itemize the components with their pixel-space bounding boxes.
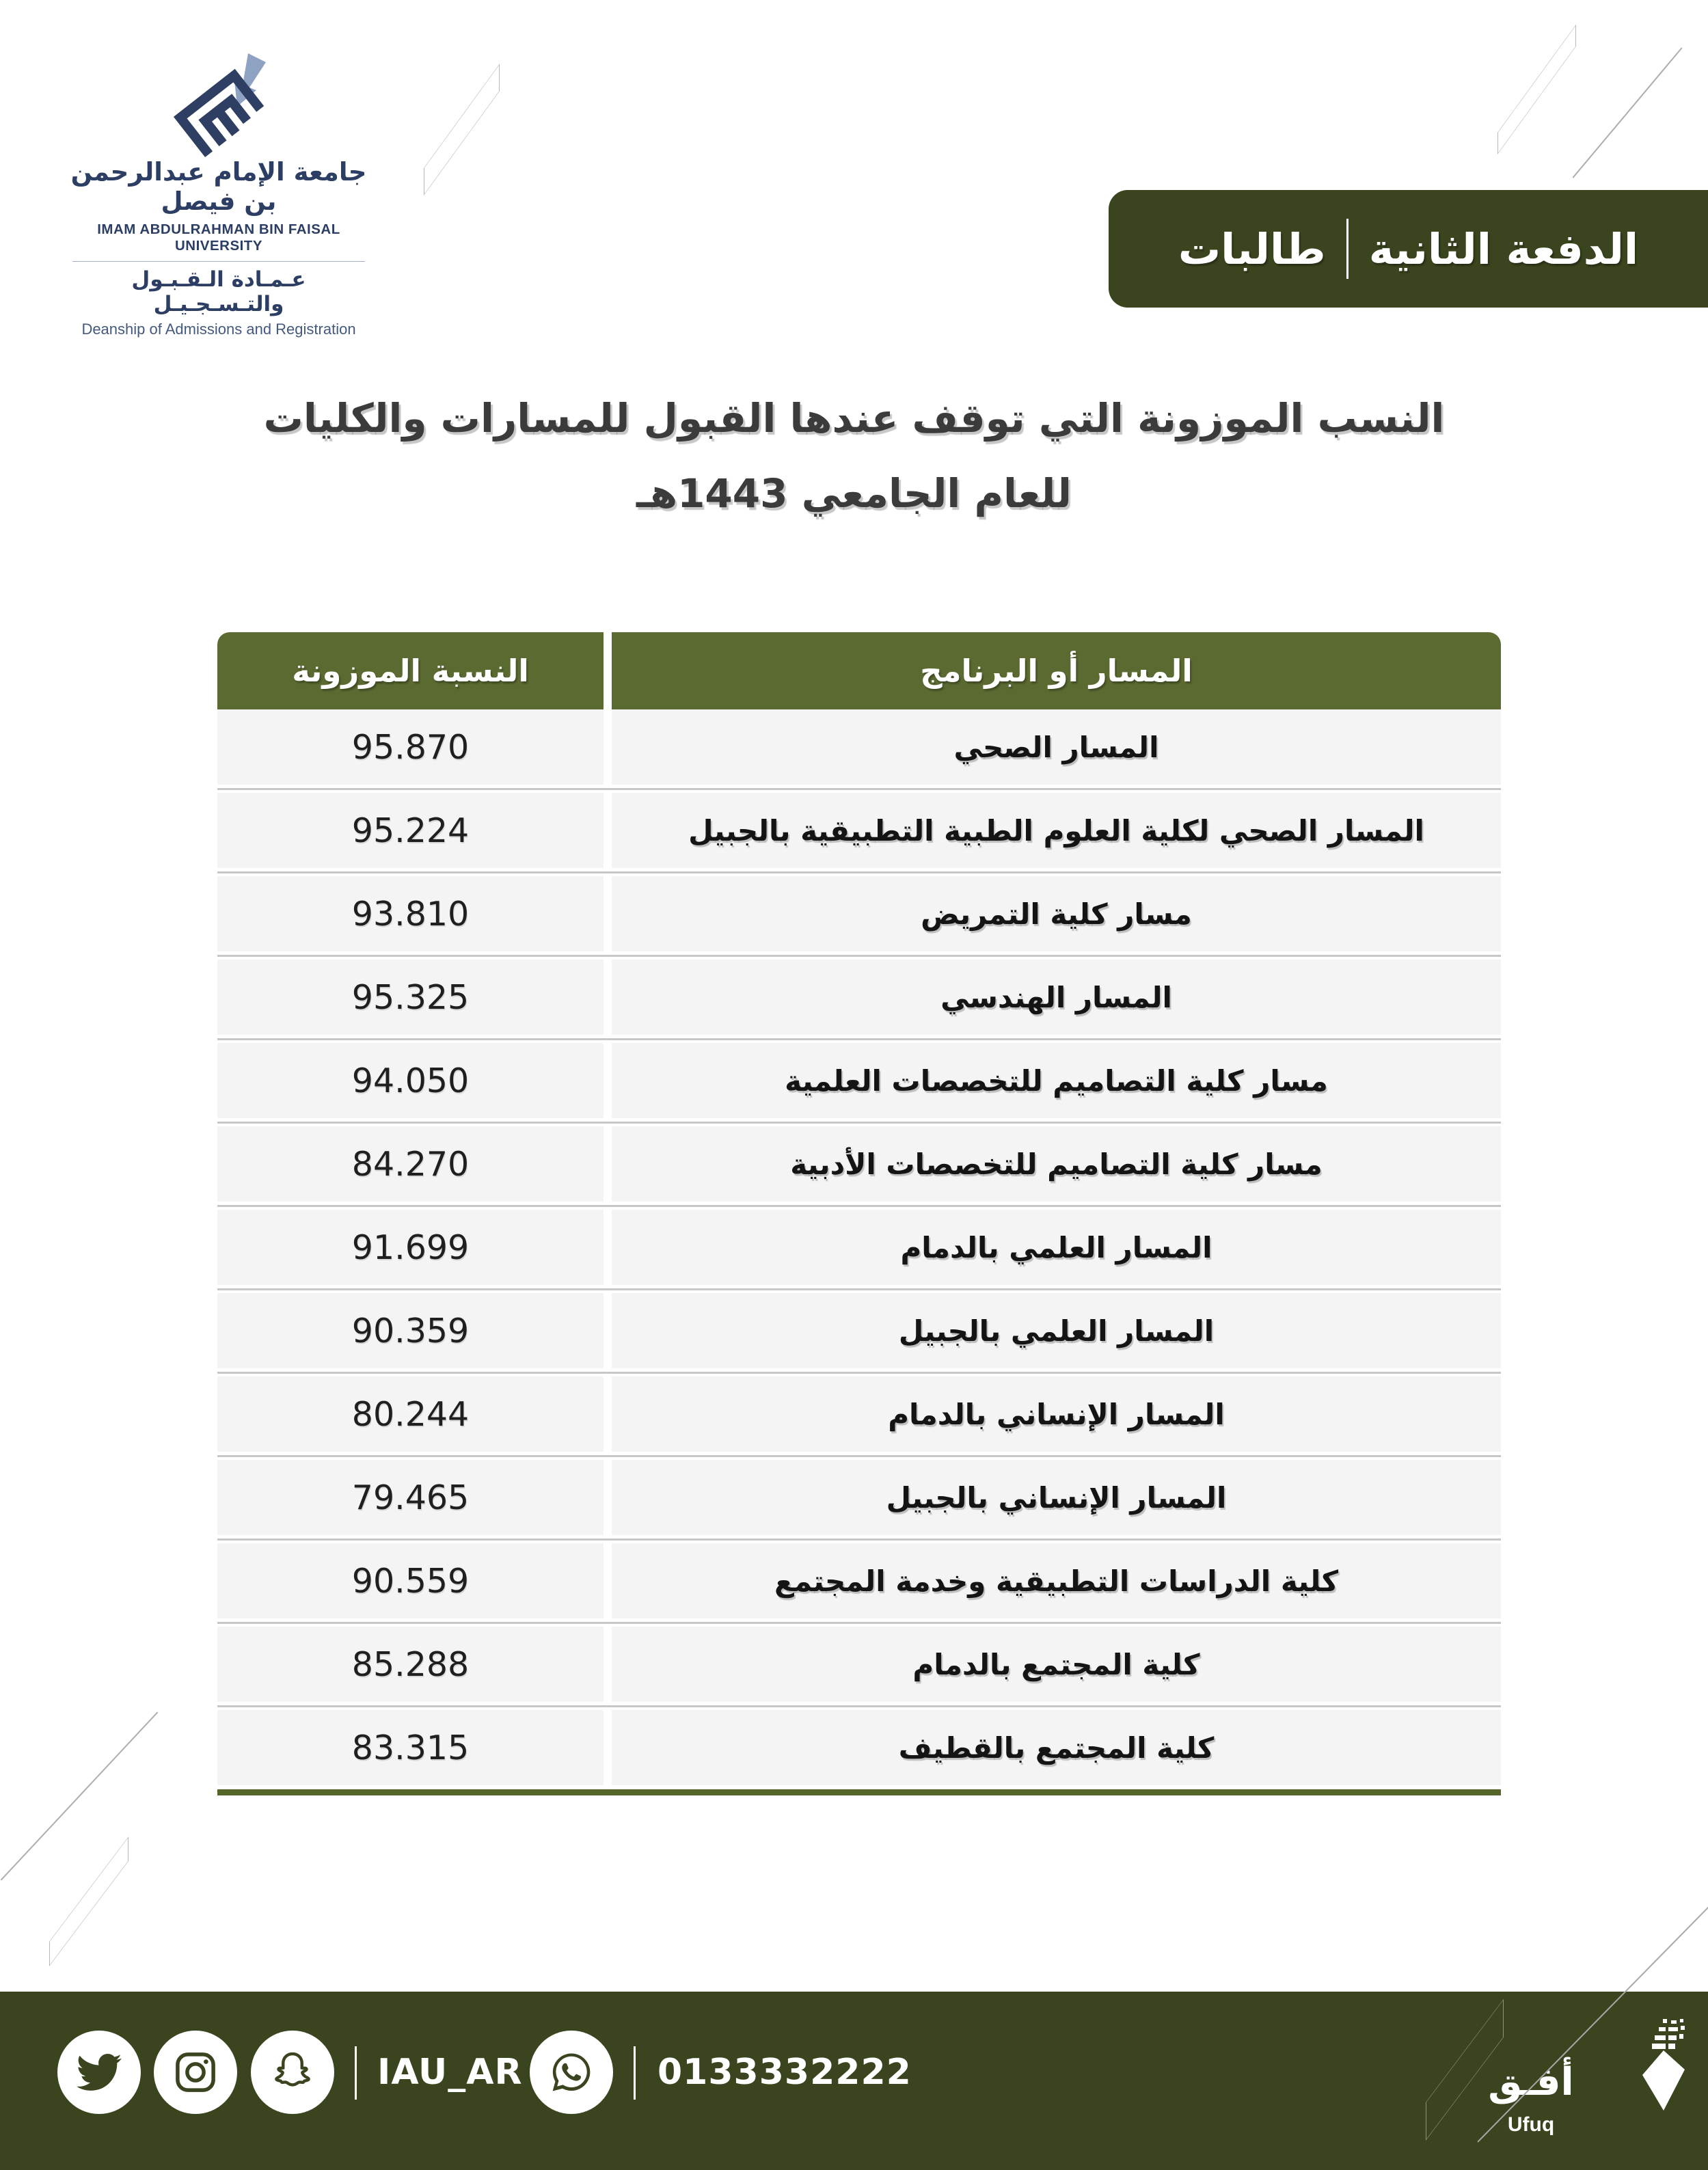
footer-divider-2 [634, 2046, 636, 2100]
row-separator [217, 1452, 1501, 1460]
university-logo [68, 48, 369, 338]
audience-label: طالبات [1178, 223, 1326, 274]
page-title [0, 395, 1708, 517]
table-row [217, 1043, 1501, 1118]
weighted-percentage-cell: 85.288 [217, 1627, 604, 1702]
column-gap [604, 1376, 612, 1452]
batch-banner [1109, 190, 1708, 308]
table-body [217, 709, 1501, 1785]
column-header-program: المسار أو البرنامج [612, 632, 1501, 709]
column-gap [604, 1460, 612, 1535]
snapchat-icon [251, 2031, 334, 2114]
weighted-percentage-cell: 93.810 [217, 876, 604, 951]
row-separator [217, 868, 1501, 876]
batch-label: الدفعة الثانية [1368, 223, 1639, 274]
column-gap [604, 960, 612, 1035]
program-cell: المسار العلمي بالجبيل [612, 1293, 1501, 1368]
column-gap [604, 1293, 612, 1368]
row-separator [217, 1702, 1501, 1710]
ufuq-brand-english: Ufuq [1507, 2113, 1555, 2136]
weighted-percentage-cell: 84.270 [217, 1126, 604, 1202]
row-separator [217, 951, 1501, 960]
row-separator [217, 1202, 1501, 1210]
row-separator [217, 1285, 1501, 1293]
decor-parallelogram-bottom-left [49, 1836, 128, 1966]
weighted-percentage-cell: 90.359 [217, 1293, 604, 1368]
column-gap [604, 1710, 612, 1785]
table-row [217, 1543, 1501, 1618]
table-row [217, 793, 1501, 868]
phone-number: 0133332222 [658, 2052, 912, 2093]
program-cell: المسار الإنساني بالدمام [612, 1376, 1501, 1452]
logo-divider [72, 261, 365, 262]
banner-separator [1346, 219, 1348, 279]
program-cell: مسار كلية التمريض [612, 876, 1501, 951]
weighted-percentage-cell: 90.559 [217, 1543, 604, 1618]
program-cell: المسار العلمي بالدمام [612, 1210, 1501, 1285]
decor-diagonal-line-top-right [1573, 47, 1683, 178]
table-row [217, 876, 1501, 951]
program-cell: كلية المجتمع بالقطيف [612, 1710, 1501, 1785]
university-name-english: IMAM ABDULRAHMAN BIN FAISAL UNIVERSITY [97, 221, 340, 254]
row-separator [217, 785, 1501, 793]
program-cell: المسار الإنساني بالجبيل [612, 1460, 1501, 1535]
table-bottom-border [217, 1789, 1501, 1795]
row-separator [217, 1618, 1501, 1627]
whatsapp-icon [530, 2031, 613, 2114]
column-gap [604, 1543, 612, 1618]
twitter-icon [57, 2031, 141, 2114]
weighted-percentage-cell: 79.465 [217, 1460, 604, 1535]
admissions-table [217, 632, 1501, 1795]
row-separator [217, 1368, 1501, 1376]
program-cell: المسار الصحي لكلية العلوم الطبية التطبيقية بالجبيل [612, 793, 1501, 868]
weighted-percentage-cell: 83.315 [217, 1710, 604, 1785]
weighted-percentage-cell: 91.699 [217, 1210, 604, 1285]
table-row [217, 960, 1501, 1035]
row-separator [217, 1535, 1501, 1543]
column-header-weighted-percentage: النسبة الموزونة [217, 632, 604, 709]
decor-parallelogram-top-left [424, 64, 500, 195]
social-handle: IAU_AR [377, 2052, 523, 2093]
table-row [217, 1210, 1501, 1285]
deanship-name-arabic: عـمـادة الـقـبـول والتـسـجـيـل [131, 267, 306, 316]
table-row [217, 1710, 1501, 1785]
row-separator [217, 1035, 1501, 1043]
title-line2: للعام الجامعي 1443هـ [636, 470, 1072, 517]
deanship-name-english: Deanship of Admissions and Registration [81, 321, 356, 338]
decor-diagonal-line-bottom-left [1, 1711, 159, 1880]
footer-divider-1 [355, 2046, 357, 2100]
table-row [217, 1460, 1501, 1535]
column-gap [604, 632, 612, 709]
row-separator [217, 1118, 1501, 1126]
column-gap [604, 1043, 612, 1118]
column-gap [604, 1126, 612, 1202]
program-cell: مسار كلية التصاميم للتخصصات العلمية [612, 1043, 1501, 1118]
table-row [217, 1376, 1501, 1452]
university-name-arabic: جامعة الإمام عبدالرحمن بن فيصل [70, 157, 367, 216]
program-cell: كلية الدراسات التطبيقية وخدمة المجتمع [612, 1543, 1501, 1618]
weighted-percentage-cell: 80.244 [217, 1376, 604, 1452]
table-row [217, 1126, 1501, 1202]
program-cell: المسار الصحي [612, 709, 1501, 785]
program-cell: المسار الهندسي [612, 960, 1501, 1035]
title-line1: النسب الموزونة التي توقف عندها القبول للمسارات والكليات [263, 395, 1445, 442]
column-gap [604, 793, 612, 868]
table-row [217, 709, 1501, 785]
weighted-percentage-cell: 94.050 [217, 1043, 604, 1118]
university-logo-mark [161, 48, 277, 150]
ufuq-brand-arabic: أفـق [1488, 2060, 1574, 2104]
table-header-row [217, 632, 1501, 709]
program-cell: كلية المجتمع بالدمام [612, 1627, 1501, 1702]
table-row [217, 1627, 1501, 1702]
column-gap [604, 876, 612, 951]
column-gap [604, 1627, 612, 1702]
column-gap [604, 709, 612, 785]
weighted-percentage-cell: 95.325 [217, 960, 604, 1035]
weighted-percentage-cell: 95.870 [217, 709, 604, 785]
program-cell: مسار كلية التصاميم للتخصصات الأدبية [612, 1126, 1501, 1202]
table-row [217, 1293, 1501, 1368]
column-gap [604, 1210, 612, 1285]
instagram-icon [154, 2031, 237, 2114]
decor-parallelogram-top-right [1497, 25, 1576, 154]
ufuq-logo-mark [1642, 2019, 1686, 2115]
weighted-percentage-cell: 95.224 [217, 793, 604, 868]
